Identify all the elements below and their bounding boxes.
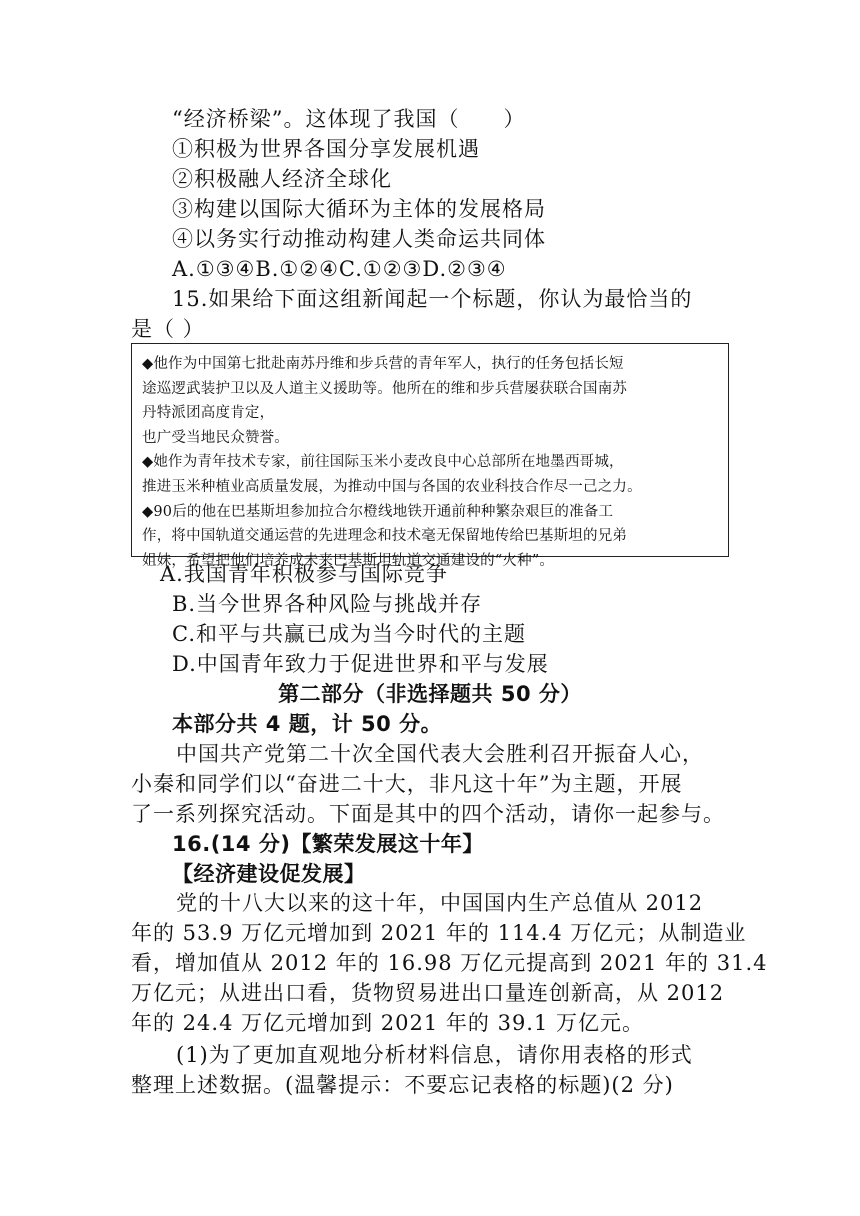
news-line: 姐妹，希望把他们培养成未来巴基斯坦轨道交通建设的“火种”。: [142, 552, 555, 569]
q14-stem-tail: “经济桥梁”。这体现了我国（ ）: [172, 107, 526, 131]
q15-stem-line1: 15.如果给下面这组新闻起一个标题，你认为最恰当的: [172, 287, 693, 311]
q14-option-3: ③构建以国际大循环为主体的发展格局: [172, 197, 546, 221]
q14-option-4: ④以务实行动推动构建人类命运共同体: [172, 227, 546, 251]
news-line: 丹特派团高度肯定，: [142, 405, 275, 422]
part2-para-line2: 小秦和同学们以“奋进二十大，非凡这十年”为主题，开展: [131, 772, 683, 796]
q14-option-1: ①积极为世界各国分享发展机遇: [172, 137, 480, 161]
q15-option-a: A.我国青年积极参与国际竞争: [160, 562, 448, 586]
q15-stem-line2: 是（ ）: [131, 317, 205, 341]
news-line: 也广受当地民众赞誉。: [142, 429, 289, 446]
q16-subheading: 【经济建设促发展】: [172, 862, 366, 886]
news-line: 推进玉米种植业高质量发展，为推动中国与各国的农业科技合作尽一己之力。: [142, 478, 642, 495]
part2-para-line3: 了一系列探究活动。下面是其中的四个活动，请你一起参与。: [131, 802, 725, 826]
q16-sub1-line1: (1)为了更加直观地分析材料信息，请你用表格的形式: [176, 1043, 693, 1067]
q16-material-line3: 看，增加值从 2012 年的 16.98 万亿元提高到 2021 年的 31.4: [131, 951, 768, 975]
part2-title: 第二部分（非选择题共 50 分）: [278, 682, 582, 706]
q16-sub1-line2: 整理上述数据。(温馨提示：不要忘记表格的标题)(2 分): [131, 1073, 674, 1097]
news-line: 作，将中国轨道交通运营的先进理念和技术毫无保留地传给巴基斯坦的兄弟: [142, 528, 628, 545]
news-line: ◆90后的他在巴基斯坦参加拉合尔橙线地铁开通前种种繁杂艰巨的准备工: [142, 503, 614, 520]
q15-option-b: B.当今世界各种风险与挑战并存: [172, 592, 483, 616]
q14-option-2: ②积极融人经济全球化: [172, 167, 392, 191]
part2-para-line1: 中国共产党第二十次全国代表大会胜利召开振奋人心，: [176, 742, 704, 766]
q16-material-line1: 党的十八大以来的这十年，中国国内生产总值从 2012: [176, 891, 704, 915]
q15-news-box: [131, 343, 729, 569]
q16-material-line5: 年的 24.4 万亿元增加到 2021 年的 39.1 万亿元。: [131, 1011, 645, 1035]
q16-material-line4: 万亿元；从进出口看，货物贸易进出口量连创新高，从 2012: [131, 981, 725, 1005]
q15-option-c: C.和平与共赢已成为当今时代的主题: [172, 622, 526, 646]
q15-option-d: D.中国青年致力于促进世界和平与发展: [172, 652, 549, 676]
news-line: 途巡逻武装护卫以及人道主义援助等。他所在的维和步兵营屡获联合国南苏: [142, 380, 628, 397]
q14-choices: A.①③④B.①②④C.①②③D.②③④: [172, 257, 507, 281]
part2-intro: 本部分共 4 题，计 50 分。: [172, 712, 443, 736]
news-line: ◆他作为中国第七批赴南苏丹维和步兵营的青年军人，执行的任务包括长短: [142, 356, 624, 372]
news-line: ◆她作为青年技术专家，前往国际玉米小麦改良中心总部所在地墨西哥城，: [142, 454, 624, 471]
q16-heading: 16.(14 分)【繁荣发展这十年】: [172, 832, 484, 856]
q16-material-line2: 年的 53.9 万亿元增加到 2021 年的 114.4 万亿元；从制造业: [131, 921, 747, 945]
